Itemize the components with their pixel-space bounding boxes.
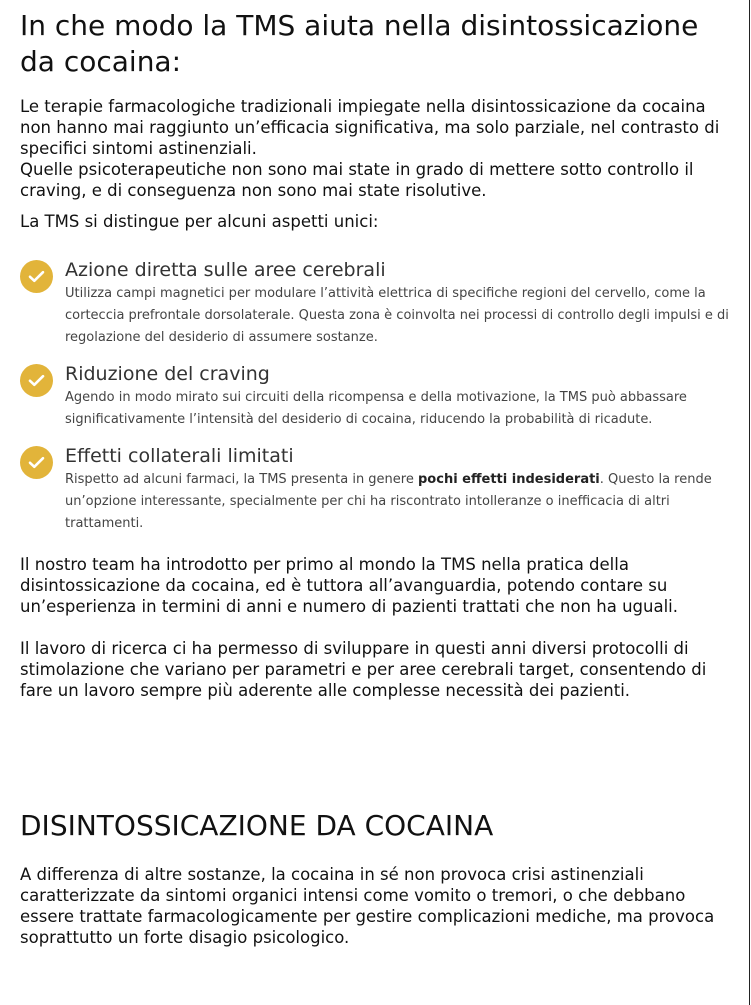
check-mark-svg <box>28 270 45 283</box>
feature-item-craving-reduction <box>20 362 729 431</box>
team-paragraph: Il nostro team ha introdotto per primo al mondo la TMS nella pratica della disintossicazione da cocaina, ed è tuttora all’avanguardia, potendo contare su un’esperienza in termini di anni e numero di pazienti trattati che non ha uguali. <box>20 555 678 616</box>
feature-title: Azione diretta sulle aree cerebrali <box>65 259 386 281</box>
page-title: In che modo la TMS aiuta nella disintossicazione da cocaina: <box>20 9 699 78</box>
feature-desc-after: . Questo la rende un’opzione interessante, specialmente per chi ha riscontrato intolleranze o inefficacia di altri trattamenti. <box>65 472 712 531</box>
check-icon <box>20 260 53 293</box>
check-mark-svg <box>28 456 45 469</box>
feature-description: Agendo in modo mirato sui circuiti della ricompensa e della motivazione, la TMS può abbassare significativamente l’intensità del desiderio di cocaina, riducendo la probabilità di ricadute. <box>65 390 687 427</box>
section-paragraph: A differenza di altre sostanze, la cocaina in sé non provoca crisi astinenziali caratterizzate da sintomi organici intensi come vomito o tremori, o che debbano essere trattate farmacologicamente per gestire complicazioni mediche, ma provoca soprattutto un forte disagio psicologico. <box>20 865 715 947</box>
feature-description: Utilizza campi magnetici per modulare l’attività elettrica di specifiche regioni del cervello, come la corteccia prefrontale dorsolaterale. Questa zona è coinvolta nei processi di controllo degli impulsi e di regolazione del desiderio di assumere sostanze. <box>65 286 729 345</box>
feature-description <box>65 469 729 535</box>
section-title: DISINTOSSICAZIONE DA COCAINA <box>20 809 494 842</box>
feature-list <box>20 258 729 535</box>
feature-desc-bold: pochi effetti indesiderati <box>418 472 600 487</box>
feature-desc-before: Rispetto ad alcuni farmaci, la TMS presenta in genere <box>65 472 418 487</box>
intro-text-therapies: Le terapie farmacologiche tradizionali impiegate nella disintossicazione da cocaina non hanno mai raggiunto un’efficacia significativa, ma solo parziale, nel contrasto di specifici sintomi astinenziali. <box>20 97 720 158</box>
feature-item-limited-side-effects <box>20 444 729 535</box>
feature-title: Effetti collaterali limitati <box>65 445 294 467</box>
distinct-aspects-intro: La TMS si distingue per alcuni aspetti unici: <box>20 212 379 231</box>
check-icon <box>20 446 53 479</box>
intro-text-psychotherapy: Quelle psicoterapeutiche non sono mai state in grado di mettere sotto controllo il craving, e di conseguenza non sono mai state risolutive. <box>20 160 694 200</box>
feature-title: Riduzione del craving <box>65 363 270 385</box>
feature-item-direct-action <box>20 258 729 349</box>
check-mark-svg <box>28 374 45 387</box>
intro-paragraph <box>20 96 729 201</box>
check-icon <box>20 364 53 397</box>
research-paragraph: Il lavoro di ricerca ci ha permesso di sviluppare in questi anni diversi protocolli di stimolazione che variano per parametri e per aree cerebrali target, consentendo di fare un lavoro sempre più aderente alle complesse necessità dei pazienti. <box>20 639 707 700</box>
